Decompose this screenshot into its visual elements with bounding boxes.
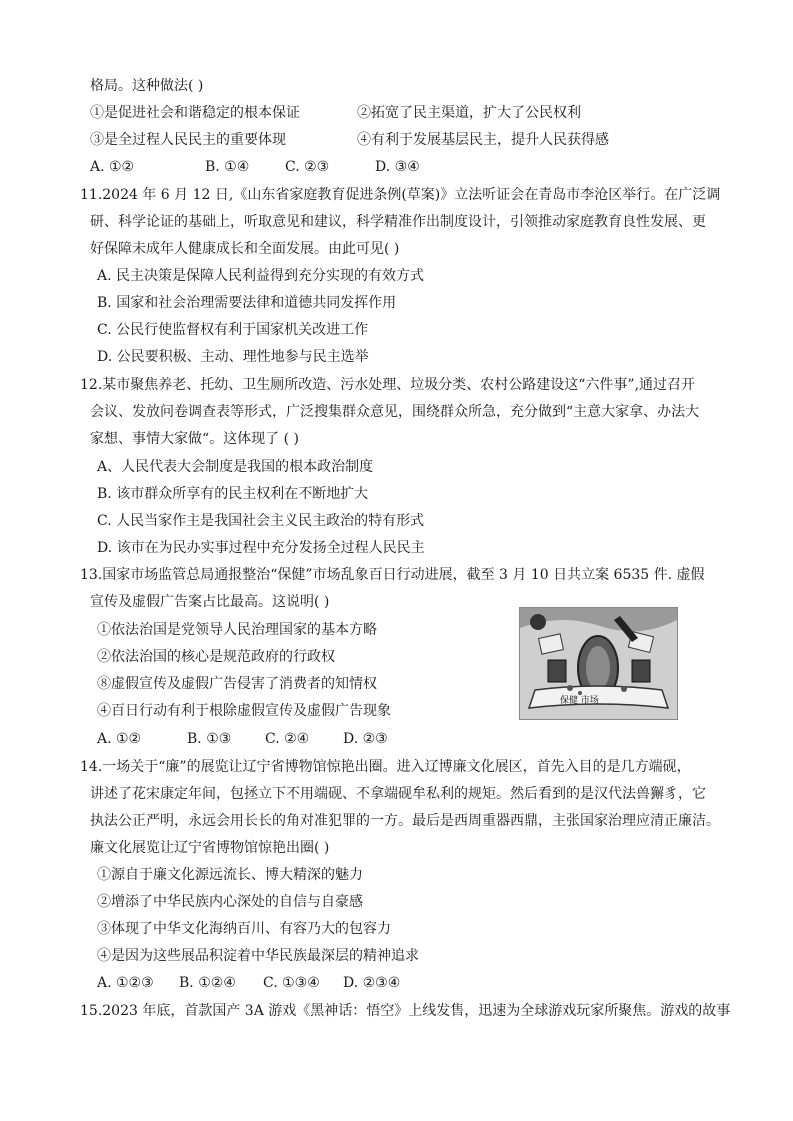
q12-stem-line3: 家想、事情大家做“。这体现了 ( ): [90, 431, 299, 447]
q13-choice-a: A. ①②: [97, 731, 142, 747]
q14-option-2: ②增添了中华民族内心深处的自信与自豪感: [97, 894, 363, 910]
q15-stem-line1: 15.2023 年底，首款国产 3A 游戏《黑神话：悟空》上线发售，迅速为全球游戏玩家所聚焦。游戏的故事: [80, 1003, 731, 1019]
q13-stem-line1: 13.国家市场监管总局通报整治“保健”市场乱象百日行动进展，截至 3 月 10 日共立案 6535 件. 虚假: [80, 567, 705, 583]
q11-stem-line2: 研、科学论证的基础上，听取意见和建议，科学精准作出制度设计，引领推动家庭教育良性发展、更: [90, 214, 706, 230]
q12-option-d: D. 该市在为民办实事过程中充分发扬全过程人民民主: [97, 540, 425, 556]
q10-option-1: ①是促进社会和谐稳定的根本保证: [90, 105, 300, 121]
q14-choice-a: A. ①②③: [97, 975, 154, 991]
q13-option-1: ①依法治国是党领导人民治理国家的基本方略: [97, 622, 377, 638]
q11-option-a: A. 民主决策是保障人民利益得到充分实现的有效方式: [97, 268, 425, 284]
q10-option-2: ②拓宽了民主渠道，扩大了公民权利: [357, 105, 581, 121]
q14-stem-line2: 讲述了花宋康定年间，包拯立下不用端砚、不拿端砚牟私利的规矩。然后看到的是汉代法兽獬豸，它: [90, 786, 706, 802]
q10-option-3: ③是全过程人民民主的重要体现: [90, 132, 286, 148]
q14-stem-line1: 14.一场关于“廉”的展览让辽宁省博物馆惊艳出圈。进入辽博廉文化展区，首先入目的是几方端砚，: [80, 759, 691, 775]
q13-choice-c: C. ②④: [265, 731, 310, 747]
q13-choice-d: D. ②③: [343, 731, 388, 747]
q11-stem-line3: 好保障未成年人健康成长和全面发展。由此可见( ): [90, 241, 400, 257]
q14-choice-c: C. ①③④: [263, 975, 320, 991]
q14-choice-d: D. ②③④: [343, 975, 401, 991]
q10-choice-c: C. ②③: [285, 159, 330, 175]
q10-choice-d: D. ③④: [375, 159, 420, 175]
q10-choice-b: B. ①④: [205, 159, 250, 175]
q14-stem-line3: 执法公正严明，永远会用长长的角对准犯罪的一方。最后是西周重器西鼎，主张国家治理应清正廉洁。: [90, 813, 720, 829]
q12-stem-line1: 12.某市聚焦养老、托幼、卫生厕所改造、污水处理、垃圾分类、农村公路建设这“六件事”,通过召开: [80, 377, 696, 393]
q14-option-3: ③体现了中华文化海纳百川、有容乃大的包容力: [97, 921, 391, 937]
q11-stem-line1: 11.2024 年 6 月 12 日,《山东省家庭教育促进条例(草案)》立法听证会在青岛市李沧区举行。在广泛调: [80, 187, 721, 203]
cartoon-image: [519, 607, 678, 720]
q14-option-4: ④是因为这些展品积淀着中华民族最深层的精神追求: [97, 948, 419, 964]
q13-option-2: ②依法治国的核心是规范政府的行政权: [97, 649, 335, 665]
q14-option-1: ①源自于廉文化源远流长、博大精深的魅力: [97, 867, 363, 883]
q12-option-a: A、人民代表大会制度是我国的根本政治制度: [97, 459, 374, 475]
q13-option-4: ④百日行动有利于根除虚假宣传及虚假广告现象: [97, 703, 391, 719]
q11-option-b: B. 国家和社会治理需要法律和道德共同发挥作用: [97, 295, 397, 311]
q10-choice-a: A. ①②: [90, 159, 135, 175]
q11-option-d: D. 公民要积极、主动、理性地参与民主选举: [97, 349, 369, 365]
q11-option-c: C. 公民行使监督权有利于国家机关改进工作: [97, 322, 369, 338]
q13-choice-b: B. ①③: [187, 731, 232, 747]
q10-stem-tail: 格局。这种做法( ): [90, 78, 204, 94]
q13-stem-line2: 宣传及虚假广告案占比最高。这说明( ): [90, 594, 330, 610]
cartoon-caption: 保健 市场: [560, 696, 599, 706]
q10-option-4: ④有利于发展基层民主，提升人民获得感: [357, 132, 609, 148]
q12-option-c: C. 人民当家作主是我国社会主义民主政治的特有形式: [97, 513, 425, 529]
q14-stem-line4: 廉文化展览让辽宁省博物馆惊艳出圈( ): [90, 840, 330, 856]
q14-choice-b: B. ①②④: [179, 975, 236, 991]
q12-option-b: B. 该市群众所享有的民主权利在不断地扩大: [97, 486, 369, 502]
q12-stem-line2: 会议、发放问卷调查表等形式，广泛搜集群众意见，围绕群众所急，充分做到“主意大家拿、办法大: [90, 404, 700, 420]
q13-option-3: ⑧虚假宣传及虚假广告侵害了消费者的知情权: [97, 676, 377, 692]
